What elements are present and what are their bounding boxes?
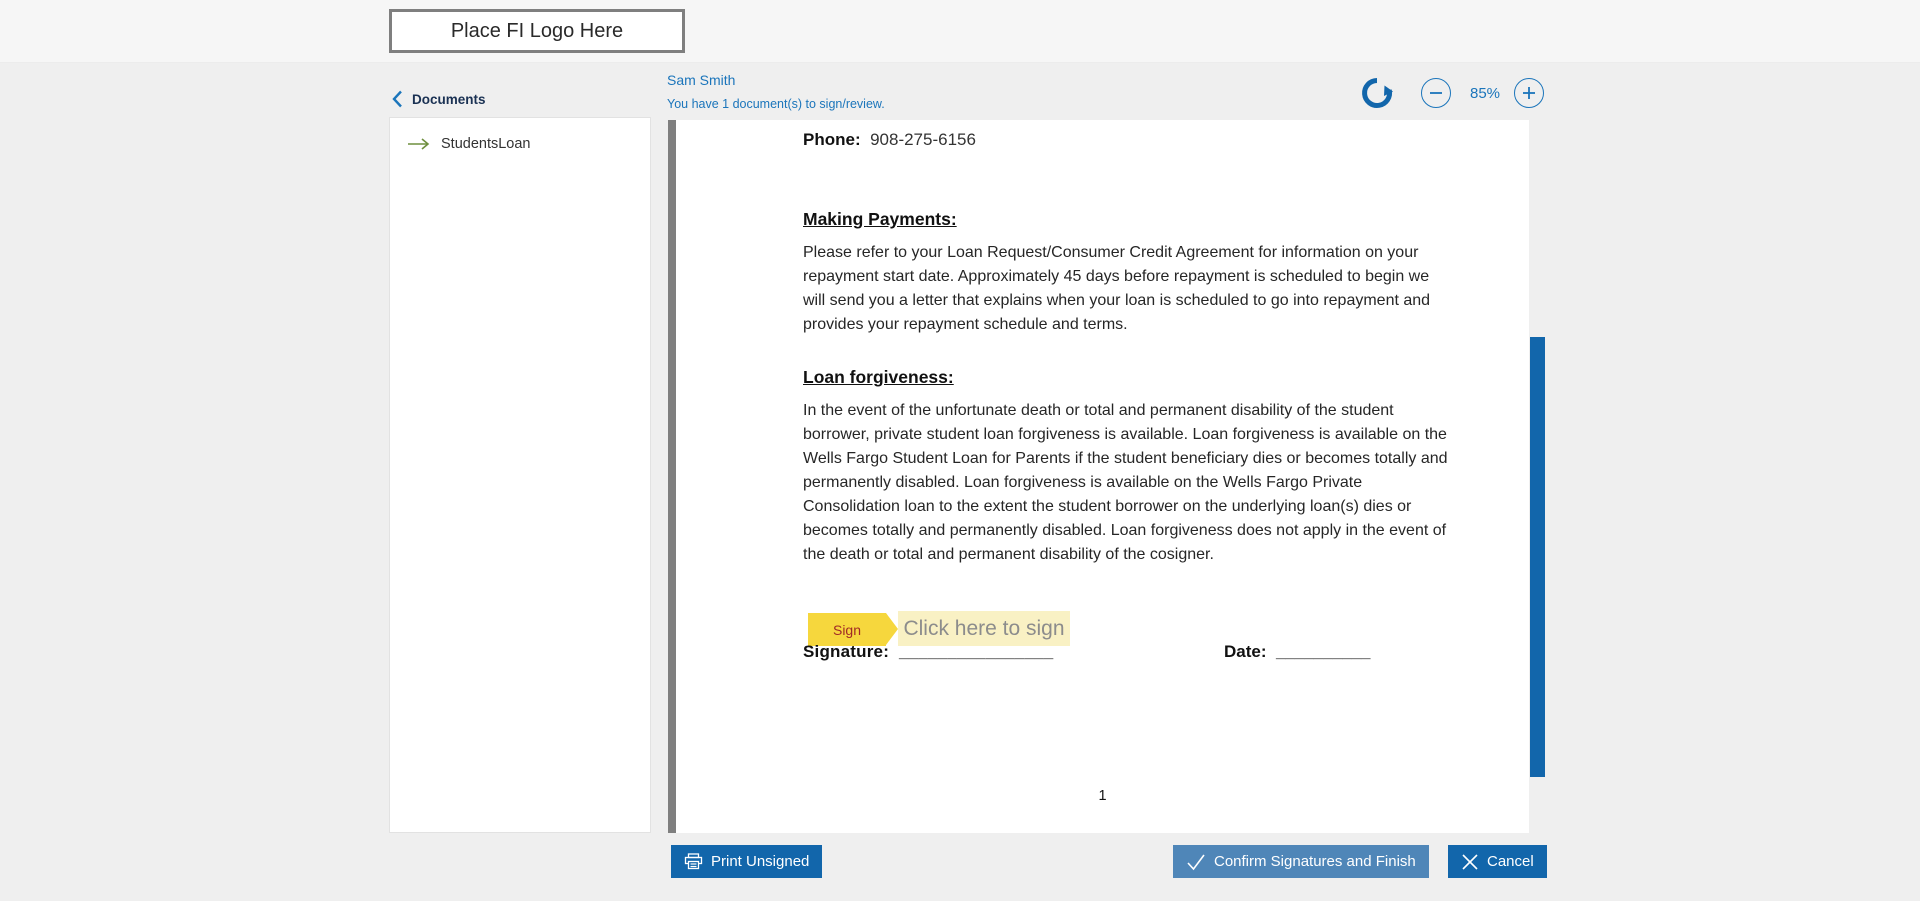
sidebar-item-studentsloan[interactable] [407,136,650,152]
section-heading-making-payments: Making Payments: [803,209,957,229]
printer-icon [684,853,703,870]
zoom-out-button[interactable] [1421,78,1451,108]
minus-icon [1429,86,1443,100]
plus-icon [1522,86,1536,100]
document-scrollbar[interactable] [1530,337,1545,777]
right-arrow-icon [407,138,431,150]
confirm-signatures-label: Confirm Signatures and Finish [1214,853,1416,870]
sidebar-item-label: StudentsLoan [441,136,531,152]
date-label: Date: [1224,642,1272,661]
click-here-to-sign-field[interactable] [898,611,1070,646]
print-unsigned-label: Print Unsigned [711,853,810,870]
print-unsigned-button[interactable] [671,845,822,878]
date-blank: __________ [1275,642,1371,661]
fi-logo-placeholder [389,9,685,53]
zoom-in-button[interactable] [1514,78,1544,108]
document-page [676,120,1529,833]
phone-line [803,130,976,150]
confirm-signatures-button[interactable] [1173,845,1429,878]
refresh-button[interactable] [1360,76,1394,110]
phone-label: Phone: [803,130,866,149]
user-name: Sam Smith [667,72,736,88]
checkmark-icon [1186,853,1206,871]
date-line [1224,642,1371,662]
cancel-label: Cancel [1487,853,1534,870]
signature-blank: ________________ [898,642,1054,661]
sign-prompt-label: Click here to sign [903,616,1065,640]
documents-back-label: Documents [412,91,486,107]
top-bar [0,0,1920,63]
section-body-making-payments: Please refer to your Loan Request/Consumer Credit Agreement for information on your repayment start date. Approximately 45 days before repayment is scheduled to begin we will send you a letter that explains when your loan is scheduled to go into repayment and provides your repayment schedule and terms. [803,244,1431,333]
document-left-edge-bar [668,120,676,833]
documents-list-panel [389,117,651,833]
documents-back-button[interactable] [392,90,486,108]
page-number: 1 [1098,788,1107,804]
close-x-icon [1461,853,1479,871]
sign-here-widget[interactable] [808,611,1070,646]
chevron-left-icon [392,90,403,108]
fi-logo-text: Place FI Logo Here [450,19,624,42]
refresh-icon [1360,76,1394,110]
section-heading-loan-forgiveness: Loan forgiveness: [803,367,954,387]
zoom-level: 85% [1469,85,1501,102]
signature-line [803,642,1053,662]
cancel-button[interactable] [1448,845,1547,878]
signature-label: Signature: [803,642,894,661]
sign-tag-arrow-tip [886,613,898,645]
phone-value: 908-275-6156 [870,130,976,149]
sign-tag-label: Sign [832,621,862,638]
section-body-loan-forgiveness: In the event of the unfortunate death or total and permanent disability of the student borrower, private student loan forgiveness is available. Loan forgiveness is available on the Wells Fargo Student Loan for Parents if the student beneficiary dies or becomes totally and permanently disabled. Loan forgiveness is available on the Wells Fargo Private Consolidation loan to the extent the student borrower on the underlying loan(s) dies or becomes totally and permanently disabled. Loan forgiveness does not apply in the event of the death or total and permanent disability of the cosigner. [803,402,1448,563]
documents-status-message: You have 1 document(s) to sign/review. [667,97,885,111]
